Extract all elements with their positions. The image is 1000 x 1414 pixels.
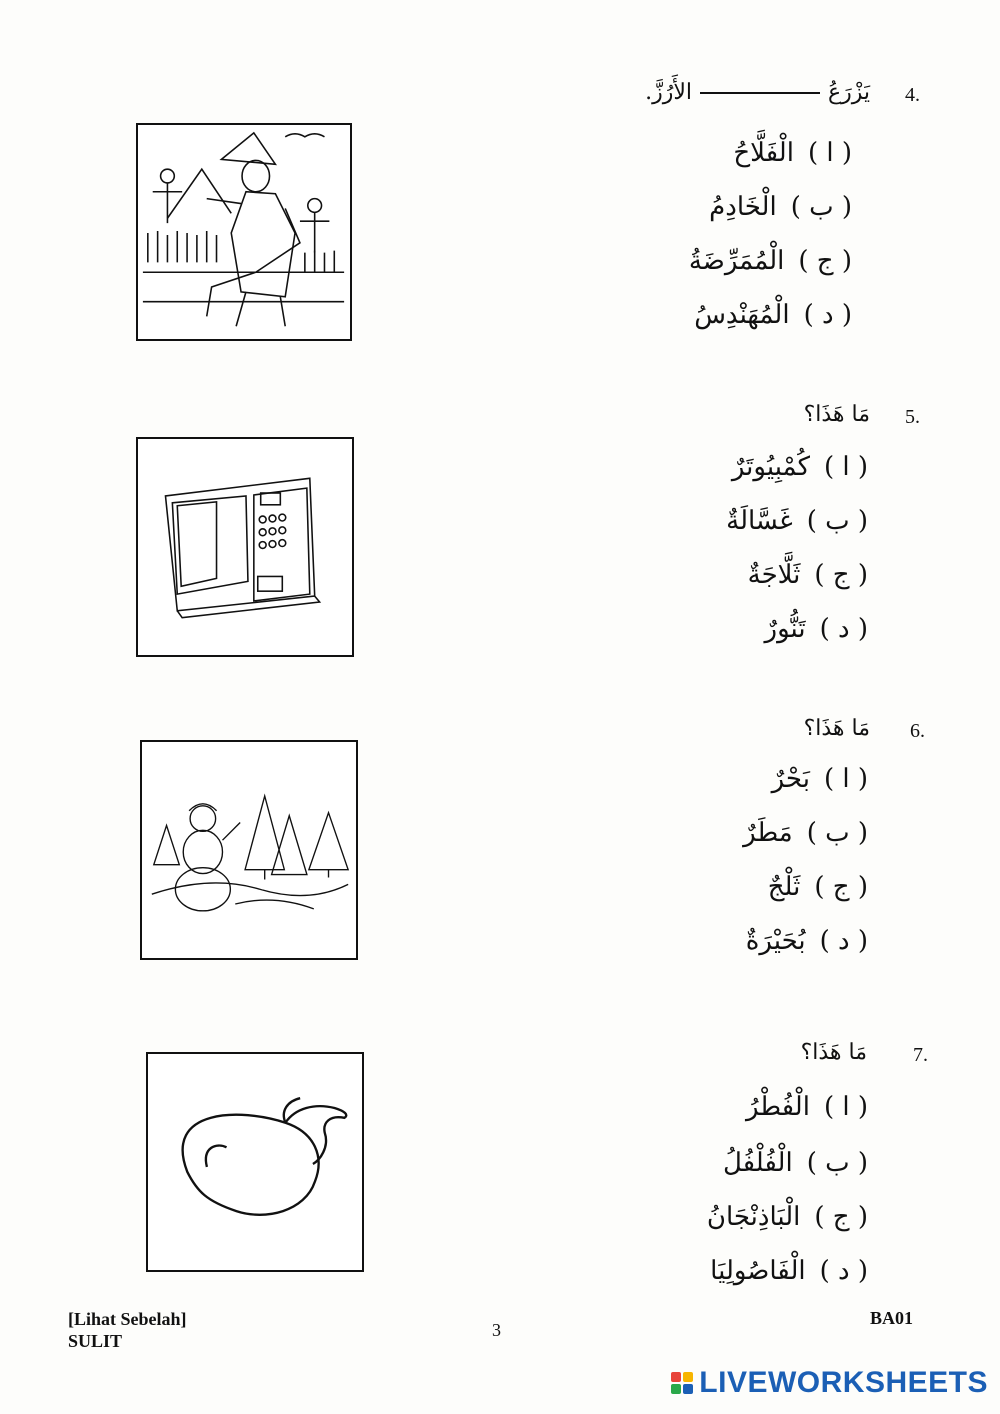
option-label: ( د ) (803, 300, 852, 330)
option-label: ( ج ) (814, 560, 868, 590)
option-label: ( ا ) (807, 138, 852, 168)
option-text: غَسَّالَةٌ (726, 506, 793, 536)
option-label: ( د ) (819, 926, 868, 956)
option[interactable] (733, 138, 852, 168)
option-text: الْفُلْفُلُ (722, 1148, 793, 1178)
option-label: ( ب ) (790, 192, 852, 222)
option-text: الْفُطْرُ (745, 1092, 810, 1122)
option[interactable] (743, 818, 868, 848)
option-text: الْمُهَنْدِسُ (694, 300, 790, 330)
option[interactable] (723, 1148, 868, 1178)
option-text: كُمْبِيُوتَرٌ (731, 452, 810, 482)
option[interactable] (694, 300, 852, 330)
option-label: ( ب ) (806, 506, 868, 536)
option-text: بَحْرٌ (771, 764, 810, 794)
option-label: ( ج ) (814, 872, 868, 902)
liveworksheets-icon (671, 1372, 693, 1394)
question-number: 6. (910, 720, 925, 742)
option[interactable] (710, 1256, 868, 1286)
answer-blank[interactable] (700, 92, 820, 94)
stem-before: يَزْرَعُ (827, 80, 870, 105)
option-label: ( ب ) (806, 818, 868, 848)
footer-left (68, 1308, 187, 1352)
option-text: ثَلَّاجَةٌ (747, 560, 801, 590)
option-label: ( ا ) (823, 1092, 868, 1122)
option[interactable] (748, 560, 868, 590)
option[interactable] (689, 246, 852, 276)
question-stem: مَا هَذَا؟ (803, 716, 870, 741)
option[interactable] (768, 872, 868, 902)
option-label: ( ج ) (798, 246, 852, 276)
question-stem: مَا هَذَا؟ (803, 402, 870, 427)
option-label: ( د ) (819, 1256, 868, 1286)
question-stem (645, 80, 870, 105)
option-label: ( ا ) (823, 452, 868, 482)
liveworksheets-logo[interactable] (671, 1366, 988, 1400)
option[interactable] (772, 764, 868, 794)
option-label: ( ج ) (814, 1202, 868, 1232)
option-text: ثَلْجٌ (767, 872, 801, 902)
option[interactable] (746, 926, 868, 956)
option-label: ( ب ) (806, 1148, 868, 1178)
option-text: الْبَاذِنْجَانُ (706, 1202, 801, 1232)
option[interactable] (709, 192, 852, 222)
option[interactable] (732, 452, 868, 482)
option-label: ( د ) (819, 614, 868, 644)
eggplant-illustration (146, 1052, 364, 1272)
question-stem: مَا هَذَا؟ (800, 1040, 867, 1065)
microwave-illustration (136, 437, 354, 657)
liveworksheets-text: LIVEWORKSHEETS (699, 1366, 988, 1399)
farmer-illustration (136, 123, 352, 341)
footer-classification: SULIT (68, 1331, 123, 1351)
option-label: ( ا ) (823, 764, 868, 794)
page-number: 3 (492, 1320, 501, 1340)
option-text: الْمُمَرِّضَةُ (688, 246, 785, 276)
snow-scene-illustration (140, 740, 358, 960)
question-number: 5. (905, 406, 920, 428)
paper-code: BA01 (870, 1308, 914, 1328)
option[interactable] (765, 614, 868, 644)
option-text: مَطَرٌ (743, 818, 793, 848)
option[interactable] (746, 1092, 868, 1122)
option-text: الْخَادِمُ (709, 192, 777, 222)
option-text: الْفَاصُولِيَا (710, 1256, 806, 1286)
option-text: بُحَيْرَةٌ (745, 926, 806, 956)
footer-next-page: [Lihat Sebelah] (68, 1309, 187, 1329)
question-number: 4. (905, 84, 920, 106)
option-text: تَنُّورٌ (764, 614, 806, 644)
question-number: 7. (913, 1044, 928, 1066)
option[interactable] (707, 1202, 868, 1232)
stem-after: الأَرُزَّ. (645, 80, 692, 105)
option[interactable] (726, 506, 868, 536)
option-text: الْفَلَّاحُ (733, 138, 794, 168)
